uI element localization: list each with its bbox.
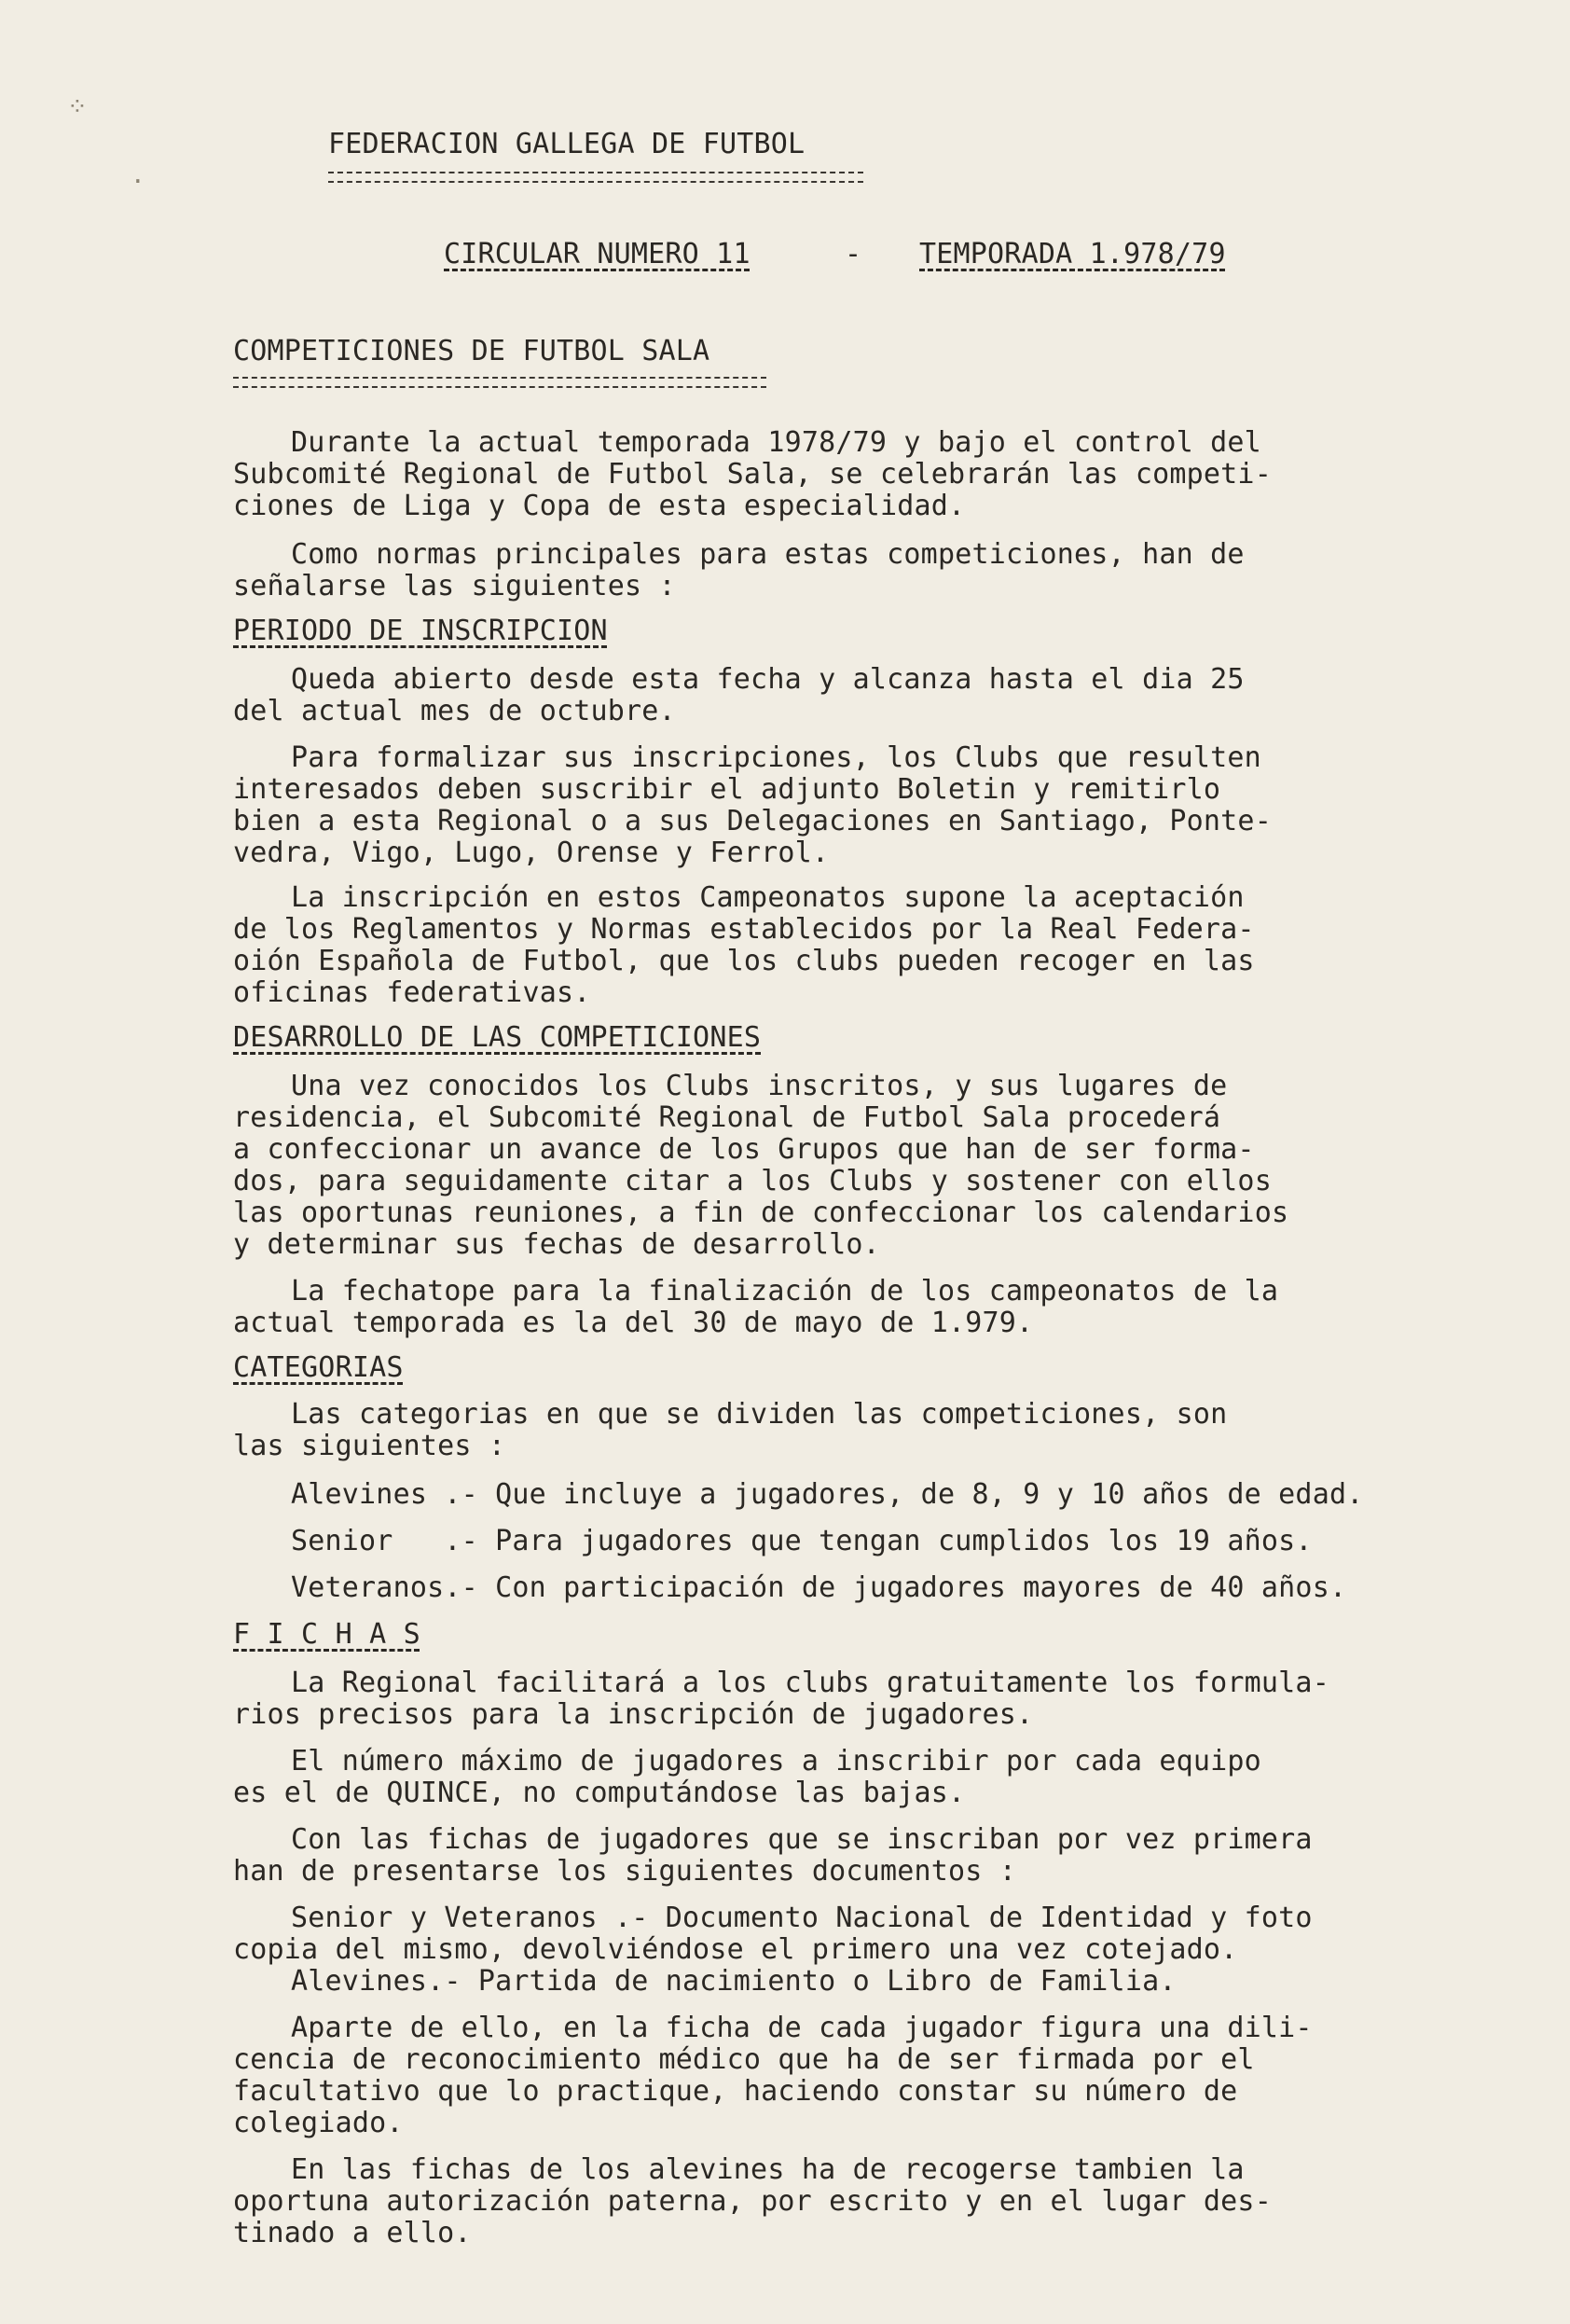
paragraph-line: Para formalizar sus inscripciones, los Clubs que resulten [291, 741, 1261, 774]
document-title: COMPETICIONES DE FUTBOL SALA [233, 335, 710, 367]
paragraph-line: oportuna autorización paterna, por escrito y en el lugar des- [233, 2185, 1272, 2218]
paragraph-line: actual temporada es la del 30 de mayo de 1.979. [233, 1307, 1034, 1339]
intro-line: señalarse las siguientes : [233, 570, 676, 602]
section-heading-categorias: CATEGORIAS [233, 1351, 404, 1384]
paragraph-line: residencia, el Subcomité Regional de Futbol Sala procederá [233, 1101, 1221, 1134]
paragraph-line: copia del mismo, devolviéndose el primero una vez cotejado. [233, 1933, 1238, 1966]
paragraph-line: y determinar sus fechas de desarrollo. [233, 1228, 880, 1261]
paragraph-line: rios precisos para la inscripción de jugadores. [233, 1698, 1034, 1731]
title-double-rule [328, 172, 863, 183]
intro-line: Subcomité Regional de Futbol Sala, se celebrarán las competi- [233, 458, 1272, 491]
paragraph-line: es el de QUINCE, no computándose las bajas. [233, 1777, 966, 1809]
paragraph-line: oficinas federativas. [233, 976, 591, 1009]
ink-smudge: ⁘ [67, 93, 88, 121]
paragraph-line: Las categorias en que se dividen las competiciones, son [291, 1398, 1228, 1431]
paragraph-line: vedra, Vigo, Lugo, Orense y Ferrol. [233, 837, 830, 869]
paragraph-line: La Regional facilitará a los clubs gratuitamente los formula- [291, 1667, 1329, 1699]
section-heading-desarrollo: DESARROLLO DE LAS COMPETICIONES [233, 1021, 762, 1054]
paragraph-line: facultativo que lo practique, haciendo constar su número de [233, 2075, 1238, 2108]
paragraph-line: oión Española de Futbol, que los clubs pueden recoger en las [233, 945, 1255, 977]
category-item: Veteranos.- Con participación de jugadores mayores de 40 años. [291, 1571, 1347, 1604]
paragraph-line: dos, para seguidamente citar a los Clubs y sostener con ellos [233, 1165, 1272, 1197]
paragraph-line: interesados deben suscribir el adjunto Boletin y remitirlo [233, 773, 1221, 806]
paragraph-line: Queda abierto desde esta fecha y alcanza hasta el dia 25 [291, 663, 1245, 696]
header-separator: - [845, 238, 862, 270]
paragraph-line: Senior y Veteranos .- Documento Nacional de Identidad y foto [291, 1902, 1313, 1934]
paragraph-line: La fechatope para la finalización de los campeonatos de la [291, 1275, 1279, 1307]
circular-number: CIRCULAR NUMERO 11 [444, 238, 751, 270]
paragraph-line: las siguientes : [233, 1430, 506, 1462]
paragraph-line: de los Reglamentos y Normas establecidos por la Real Federa- [233, 913, 1255, 946]
paragraph-line: a confeccionar un avance de los Grupos que han de ser forma- [233, 1133, 1255, 1166]
category-item: Senior .- Para jugadores que tengan cumplidos los 19 años. [291, 1525, 1313, 1557]
paragraph-line: Alevines.- Partida de nacimiento o Libro de Familia. [291, 1965, 1177, 1998]
paragraph-line: cencia de reconocimiento médico que ha de ser firmada por el [233, 2043, 1255, 2076]
section-heading-inscripcion: PERIODO DE INSCRIPCION [233, 615, 608, 647]
paragraph-line: colegiado. [233, 2107, 404, 2139]
document-title-double-rule [233, 377, 766, 388]
intro-line: Como normas principales para estas competiciones, han de [291, 538, 1245, 571]
intro-line: ciones de Liga y Copa de esta especialidad. [233, 490, 966, 522]
paragraph-line: tinado a ello. [233, 2217, 472, 2249]
paragraph-line: Aparte de ello, en la ficha de cada jugador figura una dili- [291, 2012, 1313, 2044]
paragraph-line: han de presentarse los siguientes documentos : [233, 1855, 1017, 1888]
season-label: TEMPORADA 1.978/79 [919, 238, 1226, 270]
paragraph-line: Una vez conocidos los Clubs inscritos, y sus lugares de [291, 1070, 1228, 1102]
intro-line: Durante la actual temporada 1978/79 y bajo el control del [291, 426, 1261, 459]
paragraph-line: bien a esta Regional o a sus Delegaciones en Santiago, Ponte- [233, 805, 1272, 837]
paragraph-line: En las fichas de los alevines ha de recogerse tambien la [291, 2153, 1245, 2186]
paragraph-line: las oportunas reuniones, a fin de confeccionar los calendarios [233, 1197, 1289, 1229]
paragraph-line: La inscripción en estos Campeonatos supone la aceptación [291, 881, 1245, 914]
paragraph-line: del actual mes de octubre. [233, 695, 676, 727]
ink-smudge: · [131, 168, 145, 196]
category-item: Alevines .- Que incluye a jugadores, de 8, 9 y 10 años de edad. [291, 1478, 1364, 1511]
paragraph-line: Con las fichas de jugadores que se inscriban por vez primera [291, 1823, 1313, 1856]
section-heading-fichas: F I C H A S [233, 1618, 420, 1651]
paragraph-line: El número máximo de jugadores a inscribir por cada equipo [291, 1745, 1261, 1778]
organization-title: FEDERACION GALLEGA DE FUTBOL [328, 128, 806, 160]
